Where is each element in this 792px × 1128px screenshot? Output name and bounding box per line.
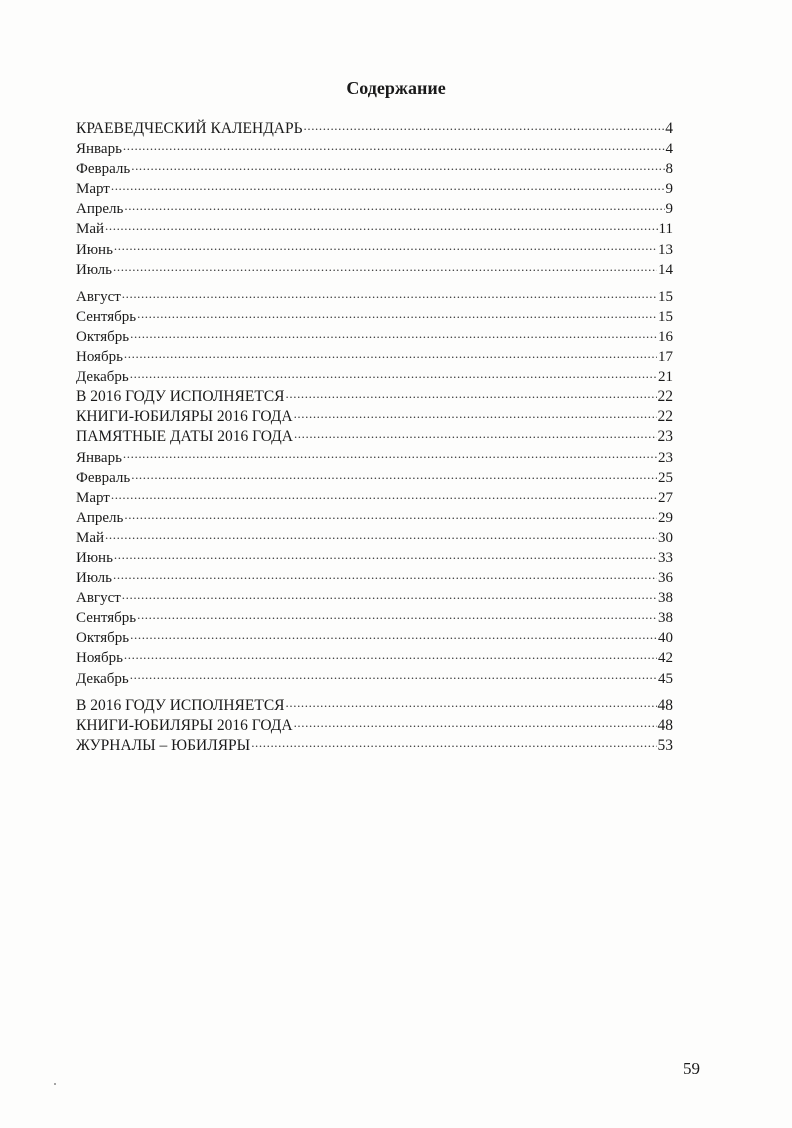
toc-entry-page: 15 — [658, 288, 673, 305]
toc-dot-leader — [130, 669, 657, 683]
toc-entry-label: Май — [76, 221, 105, 238]
toc-entry-label: Октябрь — [76, 630, 130, 647]
toc-entry-label: Февраль — [76, 469, 131, 486]
toc-entry-label: Июль — [76, 261, 112, 278]
page-title: Содержание — [346, 78, 446, 98]
toc-entry-page: 14 — [658, 261, 673, 278]
toc-entry-label: Апрель — [76, 201, 124, 218]
toc-entry-label: Июль — [76, 570, 112, 587]
toc-entry — [76, 696, 673, 716]
toc-dot-leader — [105, 528, 657, 542]
toc-dot-leader — [131, 468, 657, 482]
toc-dot-leader — [286, 387, 657, 401]
toc-entry — [76, 119, 673, 139]
toc-dot-leader — [294, 716, 657, 730]
toc-entry-page: 38 — [658, 610, 673, 627]
toc-entry — [76, 139, 673, 159]
toc-entry — [76, 528, 673, 548]
toc-dot-leader — [111, 488, 657, 502]
toc-entry-page: 40 — [658, 630, 673, 647]
toc-entry — [76, 588, 673, 608]
toc-dot-leader — [294, 407, 657, 421]
toc-entry — [76, 448, 673, 468]
toc-entry-page: 4 — [665, 120, 673, 137]
toc-entry-label: В 2016 ГОДУ ИСПОЛНЯЕТСЯ — [76, 696, 285, 714]
toc-dot-leader — [304, 119, 665, 133]
toc-dot-leader — [123, 448, 657, 462]
toc-dot-leader — [122, 588, 657, 602]
toc-entry-page: 53 — [657, 736, 673, 754]
toc-dot-leader — [114, 548, 657, 562]
toc-entry-label: Январь — [76, 141, 122, 158]
toc-entry-label: КНИГИ-ЮБИЛЯРЫ 2016 ГОДА — [76, 716, 293, 734]
toc-entry-label: Сентябрь — [76, 610, 137, 627]
toc-entry-page: 45 — [658, 670, 673, 687]
toc-dot-leader — [251, 736, 656, 750]
toc-dot-leader — [124, 347, 657, 361]
toc-dot-leader — [113, 568, 657, 582]
toc-entry-page: 11 — [658, 221, 673, 238]
toc-dot-leader — [122, 287, 657, 301]
toc-entry-page: 22 — [657, 408, 673, 426]
toc-entry-label: Ноябрь — [76, 349, 123, 366]
toc-entry-label: Июнь — [76, 549, 113, 566]
toc-entry-label: ЖУРНАЛЫ – ЮБИЛЯРЫ — [76, 736, 251, 754]
toc-entry-page: 48 — [657, 716, 673, 734]
toc-entry-page: 9 — [665, 201, 673, 218]
toc-entry — [76, 508, 673, 528]
toc-entry-page: 15 — [658, 308, 673, 325]
toc-entry-page: 9 — [665, 181, 673, 198]
toc-dot-leader — [113, 260, 657, 274]
toc-entry-label: Октябрь — [76, 328, 130, 345]
toc-entry — [76, 307, 673, 327]
toc-entry — [76, 387, 673, 407]
toc-entry — [76, 716, 673, 736]
toc-dot-leader — [105, 219, 658, 233]
toc-dot-leader — [137, 608, 657, 622]
toc-entry-page: 42 — [658, 650, 673, 667]
toc-entry-page: 23 — [658, 449, 673, 466]
toc-entry-page: 21 — [658, 369, 673, 386]
toc-entry-label: Декабрь — [76, 670, 129, 687]
toc-entry-label: ПАМЯТНЫЕ ДАТЫ 2016 ГОДА — [76, 428, 293, 446]
toc-dot-leader — [137, 307, 657, 321]
toc-entry — [76, 488, 673, 508]
toc-dot-leader — [114, 240, 657, 254]
toc-entry-label: Сентябрь — [76, 308, 137, 325]
toc-entry-label: Июнь — [76, 241, 113, 258]
toc-entry — [76, 608, 673, 628]
toc-entry-label: Февраль — [76, 161, 131, 178]
toc-dot-leader — [294, 427, 657, 441]
toc-entry-label: Март — [76, 181, 110, 198]
toc-entry-label: КРАЕВЕДЧЕСКИЙ КАЛЕНДАРЬ — [76, 120, 303, 137]
toc-entry-page: 38 — [658, 590, 673, 607]
toc-entry — [76, 240, 673, 260]
toc-dot-leader — [130, 367, 657, 381]
toc-entry-page: 13 — [658, 241, 673, 258]
toc-dot-leader — [130, 628, 657, 642]
toc-entry — [76, 367, 673, 387]
toc-entry-page: 36 — [658, 570, 673, 587]
toc-entry-page: 4 — [665, 141, 673, 158]
toc-dot-leader — [124, 508, 657, 522]
toc-entry — [76, 468, 673, 488]
table-of-contents — [76, 119, 673, 756]
toc-entry — [76, 736, 673, 756]
toc-entry — [76, 219, 673, 239]
toc-dot-leader — [130, 327, 657, 341]
toc-entry — [76, 179, 673, 199]
toc-entry — [76, 199, 673, 219]
toc-entry-page: 22 — [657, 388, 673, 406]
toc-entry — [76, 669, 673, 689]
toc-entry — [76, 568, 673, 588]
toc-entry-label: Март — [76, 489, 110, 506]
toc-dot-leader — [286, 696, 657, 710]
toc-entry-page: 30 — [658, 529, 673, 546]
toc-entry-page: 23 — [657, 428, 673, 446]
toc-dot-leader — [111, 179, 665, 193]
toc-entry — [76, 159, 673, 179]
toc-entry-label: Апрель — [76, 509, 124, 526]
toc-entry-label: Май — [76, 529, 105, 546]
toc-entry-page: 8 — [665, 161, 673, 178]
toc-entry-label: КНИГИ-ЮБИЛЯРЫ 2016 ГОДА — [76, 408, 293, 426]
toc-entry-label: Август — [76, 590, 121, 607]
toc-entry-page: 17 — [658, 349, 673, 366]
toc-entry-label: Январь — [76, 449, 122, 466]
toc-entry — [76, 260, 673, 280]
toc-entry — [76, 347, 673, 367]
toc-entry — [76, 287, 673, 307]
toc-entry-page: 25 — [658, 469, 673, 486]
toc-dot-leader — [124, 648, 657, 662]
toc-entry — [76, 327, 673, 347]
toc-entry-label: Август — [76, 288, 121, 305]
toc-entry — [76, 427, 673, 447]
toc-entry-page: 33 — [658, 549, 673, 566]
page-number: 59 — [683, 1059, 700, 1078]
toc-entry-page: 29 — [658, 509, 673, 526]
toc-entry-page: 16 — [658, 328, 673, 345]
toc-entry — [76, 548, 673, 568]
toc-entry — [76, 628, 673, 648]
toc-entry — [76, 407, 673, 427]
toc-entry-page: 48 — [657, 696, 673, 714]
toc-dot-leader — [131, 159, 664, 173]
toc-dot-leader — [123, 139, 665, 153]
toc-entry-label: Декабрь — [76, 369, 129, 386]
toc-entry — [76, 648, 673, 668]
toc-dot-leader — [124, 199, 664, 213]
toc-entry-page: 27 — [658, 489, 673, 506]
toc-entry-label: Ноябрь — [76, 650, 123, 667]
toc-entry-label: В 2016 ГОДУ ИСПОЛНЯЕТСЯ — [76, 388, 285, 406]
scan-speck — [54, 1083, 56, 1085]
